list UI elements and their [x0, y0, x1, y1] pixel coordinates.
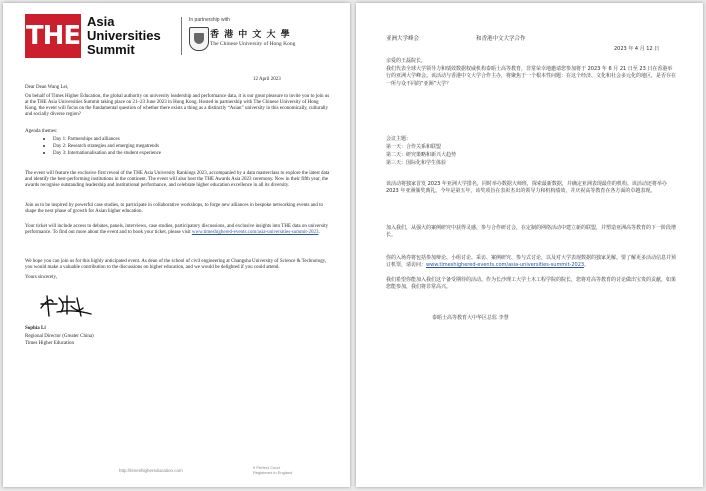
- cn-agenda-item: 第二天：研究策略和新兴大趋势: [386, 152, 457, 158]
- salutation: Dear Dean Wang Lei,: [25, 85, 69, 90]
- closing-phrase: Yours sincerely,: [25, 275, 57, 280]
- cn-invitation-paragraph: 我们代表全球大学领导力和绩效数据权威机构泰晤士高等教育，非常荣幸地邀请您参加将于 2023 年 6 月 21 日至 23 日在香港举行的亚洲大学峰会。该活动与香港中文大学合作主办，将聚焦于一个根本性问题：在这个经济、文化和社会多元化的地区，是否存在一所与众不同的“亚洲”大学？: [386, 66, 677, 87]
- cn-ticket-paragraph: 你的入场券将包括参加辩论、小组讨论、采访、案例研究、参与式讨论，以及对大学表现数据的独家见解。要了解更多活动信息并预订机票，请访问：www.timeshighered-events.com/asia-universities-summit-2023。: [386, 255, 677, 269]
- the-logo-mark: THE: [25, 14, 81, 58]
- cn-agenda-item: 第一天：合作关系和联盟: [386, 144, 442, 150]
- letter-date: 12 April 2023: [253, 77, 281, 82]
- agenda-item: Day 2: Research strategies and emerging megatrends: [43, 144, 159, 150]
- agenda-item: Day 1: Partnerships and alliances: [43, 137, 120, 143]
- logo-line-3: Summit: [87, 42, 135, 57]
- handwritten-signature: [37, 290, 97, 320]
- logo-line-2: Universities: [87, 28, 161, 43]
- cn-agenda-item: 第三天：国际化和学生体验: [386, 160, 447, 166]
- cn-header-partner: 和香港中文大学合作: [476, 36, 526, 42]
- cn-event-link[interactable]: www.timeshighered-events.com/asia-universities-summit-2023: [426, 262, 585, 269]
- english-letter-page: [3, 3, 350, 487]
- chinese-letter-page: [356, 3, 703, 487]
- cn-agenda-heading: 会议主题：: [386, 136, 412, 142]
- cn-salutation: 亲爱的王磊院长，: [386, 58, 427, 64]
- bullet-icon: [43, 152, 45, 154]
- letterhead-divider: [181, 17, 182, 55]
- event-link[interactable]: www.timeshighered-events.com/asia-universities-summit-2023: [191, 230, 319, 236]
- join-paragraph: Join us to be inspired by powerful case studies, to participate in collaborative workshops, to forge new alliances in bespoke networking events and to shape the next phase of growth for Asian higher education.: [25, 203, 324, 215]
- cn-rankings-paragraph: 该活动将独家首发 2023 年亚洲大学排名，同时举办数据大师班，探索最新数据，并确定亚洲表现最佳的机构。该活动还将举办 2023 年亚洲颁奖典礼。今年是第五年，该奖项旨在表彰杰出的领导力和机构绩效，并庆祝高等教育在各方面的卓越表现。: [386, 181, 667, 195]
- bullet-icon: [43, 145, 45, 147]
- closing-paragraph: We hope you can join us for this highly anticipated event. As dean of the school of civil engineering at Changsha University of Science & Technology, you would make a valuable contribution to the discussions on higher education, and we would be delighted if you could attend.: [25, 259, 327, 271]
- invitation-paragraph: On behalf of Times Higher Education, the global authority on university leadership and performance data, it is our great pleasure to invite you to join us at the THE Asia Universities Summit taking place on 21–23 June 2023 in Hong Kong. Hosted in partnership with The Chinese University of Hong Kong, the event will focus on the fundamental question of whether there exists a thing as a distinctly “Asian” university in this economically, culturally and socially diverse region?: [25, 94, 330, 118]
- cn-header-summit: 亚洲大学峰会: [386, 36, 420, 42]
- ticket-paragraph: Your ticket will include access to debates, panels, interviews, case studies, participatory discussions, and exclusive insights into THE data on university performance. To find out more about the event and to book your ticket, please visit www.timeshighered-events.com/asia-universities-summit-2023.: [25, 224, 329, 236]
- partnership-label: In partnership with: [189, 17, 230, 23]
- signer-title: Regional Director (Greater China): [25, 334, 94, 339]
- summit-logo-text: [87, 15, 161, 57]
- cuhk-english-name: The Chinese University of Hong Kong: [210, 41, 296, 47]
- footer-address: 9 Perfect Court Registered in England: [253, 465, 293, 475]
- signer-organisation: Times Higher Education: [25, 341, 74, 346]
- cn-letter-date: 2023 年 4 月 12 日: [614, 46, 660, 52]
- cn-closing-paragraph: 我们希望你能加入我们这个备受期待的活动。作为长沙理工大学土木工程学院的院长，您将对高等教育的讨论做出宝贵的贡献，如果您能参加，我们将非常高兴。: [386, 277, 677, 291]
- cn-join-paragraph: 加入我们，从强大的案例研究中获得灵感，参与合作研讨会，在定制的网络活动中建立新的联盟，并塑造亚洲高等教育的下一阶段增长。: [386, 225, 677, 239]
- logo-line-1: Asia: [87, 14, 115, 29]
- agenda-item: Day 3: Internationalisation and the student experience: [43, 151, 161, 157]
- cn-signature-line: 泰晤士高等教育大中华区总监 李慧: [432, 315, 509, 321]
- cuhk-chinese-name: 香 港 中 文 大 學: [210, 30, 291, 40]
- bullet-icon: [43, 138, 45, 140]
- footer-url: http://timeshighereducation.com: [119, 468, 183, 473]
- signer-name: Sophia Li: [25, 326, 46, 331]
- rankings-paragraph: The event will feature the exclusive first reveal of the THE Asia University Rankings 2023, accompanied by a data masterclass to explore the latest data and identify the best-performing institutions in the continent. The event will also host the THE Awards Asia 2023 ceremony. Now in their fifth year, the awards recognise outstanding leadership and institutional performance, and celebrate higher education excellence in all its diversity.: [25, 171, 330, 189]
- agenda-heading: Agenda themes:: [25, 129, 58, 134]
- cuhk-crest-icon: [189, 27, 209, 51]
